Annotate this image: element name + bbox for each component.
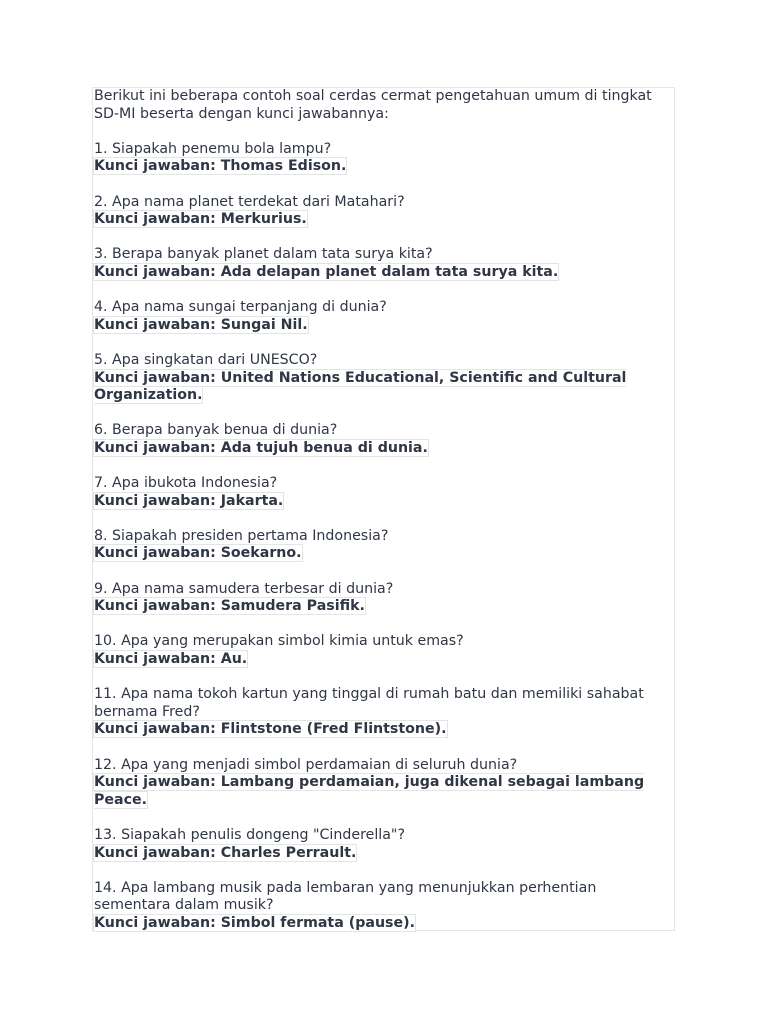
qa-item-10 bbox=[94, 616, 674, 669]
answer-key-text: Kunci jawaban: Sungai Nil. bbox=[94, 316, 308, 333]
qa-item-1 bbox=[94, 123, 674, 176]
answer-key-text: Kunci jawaban: Thomas Edison. bbox=[94, 158, 347, 175]
answer-key-text: Kunci jawaban: Charles Perrault. bbox=[94, 844, 357, 861]
qa-item-14 bbox=[94, 862, 674, 932]
question-text: 8. Siapakah presiden pertama Indonesia? bbox=[94, 527, 389, 544]
answer-key-text: Kunci jawaban: Au. bbox=[94, 651, 248, 667]
question-text: 12. Apa yang menjadi simbol perdamaian di seluruh dunia? bbox=[94, 756, 518, 773]
question-text: 7. Apa ibukota Indonesia? bbox=[94, 475, 278, 492]
question-text: 1. Siapakah penemu bola lampu? bbox=[94, 140, 332, 157]
qa-item-8 bbox=[94, 510, 674, 563]
answer-key-text: Kunci jawaban: Jakarta. bbox=[94, 492, 284, 509]
question-text: 5. Apa singkatan dari UNESCO? bbox=[94, 351, 318, 368]
qa-item-4 bbox=[94, 282, 674, 335]
qa-item-13 bbox=[94, 809, 674, 862]
qa-item-11 bbox=[94, 669, 674, 739]
answer-key-text: Kunci jawaban: Merkurius. bbox=[94, 211, 307, 228]
question-text: 6. Berapa banyak benua di dunia? bbox=[94, 422, 338, 439]
qa-item-9 bbox=[94, 563, 674, 616]
qa-item-7 bbox=[94, 457, 674, 510]
answer-key-text: Kunci jawaban: United Nations Educational, Scientific and Cultural Organization. bbox=[94, 369, 627, 404]
question-text: 10. Apa yang merupakan simbol kimia untuk emas? bbox=[94, 633, 464, 650]
answer-key-text: Kunci jawaban: Simbol fermata (pause). bbox=[94, 914, 415, 931]
question-text: 14. Apa lambang musik pada lembaran yang menunjukkan perhentian sementara dalam musik? bbox=[94, 879, 597, 914]
question-text: 2. Apa nama planet terdekat dari Matahari? bbox=[94, 193, 405, 210]
qa-item-6 bbox=[94, 405, 674, 458]
qa-item-2 bbox=[94, 176, 674, 229]
answer-key-text: Kunci jawaban: Samudera Pasifik. bbox=[94, 598, 365, 615]
question-text: 4. Apa nama sungai terpanjang di dunia? bbox=[94, 299, 387, 316]
question-text: 3. Berapa banyak planet dalam tata surya kita? bbox=[94, 246, 433, 263]
qa-item-5 bbox=[94, 334, 674, 404]
answer-key-text: Kunci jawaban: Soekarno. bbox=[94, 545, 302, 562]
question-text: 11. Apa nama tokoh kartun yang tinggal di rumah batu dan memiliki sahabat bernama Fred? bbox=[94, 686, 644, 720]
question-text: 13. Siapakah penulis dongeng "Cinderella"? bbox=[94, 826, 405, 843]
answer-key-text: Kunci jawaban: Ada tujuh benua di dunia. bbox=[94, 439, 428, 456]
qa-item-3 bbox=[94, 229, 674, 282]
answer-key-text: Kunci jawaban: Flintstone (Fred Flintstone). bbox=[94, 721, 447, 738]
intro-paragraph: Berikut ini beberapa contoh soal cerdas cermat pengetahuan umum di tingkat SD-MI beserta dengan kunci jawabannya: bbox=[94, 88, 652, 122]
answer-key-text: Kunci jawaban: Ada delapan planet dalam tata surya kita. bbox=[94, 263, 559, 280]
answer-key-text: Kunci jawaban: Lambang perdamaian, juga dikenal sebagai lambang Peace. bbox=[94, 774, 645, 808]
question-text: 9. Apa nama samudera terbesar di dunia? bbox=[94, 580, 394, 597]
qa-item-12 bbox=[94, 739, 674, 809]
document-text-block bbox=[92, 87, 675, 931]
